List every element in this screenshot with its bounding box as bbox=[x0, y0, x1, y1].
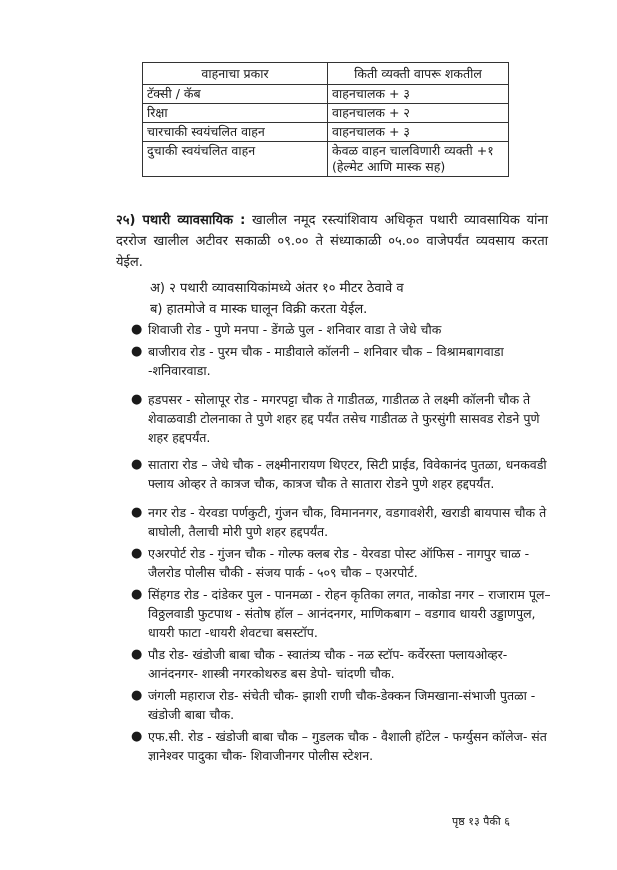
list-item bbox=[128, 544, 554, 582]
table-row bbox=[143, 85, 509, 104]
list-item bbox=[128, 585, 554, 642]
list-item-text: बाजीराव रोड - पुरम चौक - माडीवाले कॉलनी – शनिवार चौक – विश्रामबागवाडा -शनिवारवाडा. bbox=[148, 344, 504, 378]
list-item bbox=[128, 645, 554, 683]
list-item bbox=[128, 686, 554, 724]
bullet-icon: ● bbox=[131, 457, 143, 472]
list-item-text: शिवाजी रोड - पुणे मनपा - डेंगळे पुल - शनिवार वाडा ते जेधे चौक bbox=[148, 322, 442, 337]
list-item bbox=[128, 503, 554, 541]
bullet-icon: ● bbox=[131, 729, 143, 744]
bullet-icon: ● bbox=[131, 344, 143, 359]
list-item-text: पौड रोड- खंडोजी बाबा चौक - स्वातंत्र्य चौक - नळ स्टॉप- कर्वेरस्ता फ्लायओव्हर- आनंदनगर- शास्त्री नगरकोथरुड बस डेपो- चांदणी चौक. bbox=[148, 647, 508, 681]
bullet-icon: ● bbox=[131, 546, 143, 561]
table-cell: चारचाकी स्वयंचलित वाहन bbox=[143, 123, 328, 142]
section-25-text: खालील नमूद रस्त्यांशिवाय अधिकृत पथारी व्यावसायिक यांना दररोज खालील अटीवर सकाळी ०९.०० ते संध्याकाळी ०५.०० वाजेपर्यंत व्यवसाय करता येईल. bbox=[116, 213, 548, 270]
section-25-paragraph bbox=[116, 210, 548, 273]
column-header-vehicle-type: वाहनाचा प्रकार bbox=[143, 63, 328, 85]
list-item bbox=[128, 390, 554, 447]
list-item bbox=[128, 727, 554, 765]
section-25-heading: २५) पथारी व्यावसायिक : bbox=[116, 213, 246, 228]
list-item-text: जंगली महाराज रोड- संचेती चौक- झाशी राणी चौक-डेक्कन जिमखाना-संभाजी पुतळा - खंडोजी बाबा चौक. bbox=[148, 688, 536, 722]
list-item-text: एअरपोर्ट रोड - गुंजन चौक - गोल्फ क्लब रोड - येरवडा पोस्ट ऑफिस - नागपुर चाळ - जैलरोड पोलीस चौकी - संजय पार्क - ५०९ चौक – एअरपोर्ट. bbox=[148, 546, 530, 580]
condition-a: अ) २ पथारी व्यावसायिकांमध्ये अंतर १० मीटर ठेवावे व bbox=[150, 281, 404, 296]
table-cell: दुचाकी स्वयंचलित वाहन bbox=[143, 142, 328, 177]
table-cell: रिक्षा bbox=[143, 104, 328, 123]
bullet-icon: ● bbox=[131, 647, 143, 662]
list-item bbox=[128, 342, 554, 380]
condition-b: ब) हातमोजे व मास्क घालून विक्री करता येईल. bbox=[150, 302, 368, 317]
bullet-icon: ● bbox=[131, 322, 143, 337]
table-cell: वाहनचालक + २ bbox=[328, 104, 509, 123]
bullet-icon: ● bbox=[131, 505, 143, 520]
column-header-persons-allowed: किती व्यक्ती वापरू शकतील bbox=[328, 63, 509, 85]
bullet-icon: ● bbox=[131, 688, 143, 703]
table-row bbox=[143, 142, 509, 177]
vehicle-passenger-table bbox=[142, 62, 509, 177]
page-number: पृष्ठ १३ पैकी ६ bbox=[452, 815, 510, 828]
list-item-text: सिंहगड रोड - दांडेकर पुल - पानमळा - रोहन कृतिका लगत, नाकोडा नगर – राजाराम पूल– विठ्ठलवाडी फुटपाथ - संतोष हॉल – आनंदनगर, माणिकबाग – वडगाव धायरी उड्डाणपुल, धायरी फाटा -धायरी शेवटचा बसस्टॉप. bbox=[148, 587, 551, 640]
table-row bbox=[143, 104, 509, 123]
list-item-text: हडपसर - सोलापूर रोड - मगरपट्टा चौक ते गाडीतळ, गाडीतळ ते लक्ष्मी कॉलनी चौक ते शेवाळवाडी टोलनाका ते पुणे शहर हद्द पर्यंत तसेच गाडीतळ ते फुरसुंगी सासवड रोडने पुणे शहर हद्दपर्यंत. bbox=[148, 392, 540, 445]
road-list bbox=[128, 320, 554, 765]
list-item bbox=[128, 455, 554, 493]
table-cell: वाहनचालक + ३ bbox=[328, 85, 509, 104]
table-row bbox=[143, 123, 509, 142]
table-cell: वाहनचालक + ३ bbox=[328, 123, 509, 142]
list-item bbox=[128, 320, 554, 339]
table-cell: केवळ वाहन चालविणारी व्यक्ती +१ (हेल्मेट आणि मास्क सह) bbox=[328, 142, 509, 177]
list-item-text: नगर रोड - येरवडा पर्णकुटी, गुंजन चौक, विमाननगर, वडगावशेरी, खराडी बायपास चौक ते बाघोली, तैलाची मोरी पुणे शहर हद्दपर्यंत. bbox=[148, 505, 547, 539]
list-item-text: सातारा रोड – जेधे चौक - लक्ष्मीनारायण थिएटर, सिटी प्राईड, विवेकानंद पुतळा, धनकवडी फ्लाय ओव्हर ते कात्रज चौक, कात्रज चौक ते सातारा रोडने पुणे शहर हद्दपर्यंत. bbox=[148, 457, 547, 491]
bullet-icon: ● bbox=[131, 392, 143, 407]
table-header-row bbox=[143, 63, 509, 85]
list-item-text: एफ.सी. रोड - खंडोजी बाबा चौक – गुडलक चौक - वैशाली हॉटेल - फर्ग्युसन कॉलेज- संत ज्ञानेश्वर पादुका चौक- शिवाजीनगर पोलीस स्टेशन. bbox=[148, 729, 547, 763]
bullet-icon: ● bbox=[131, 587, 143, 602]
table-cell: टॅक्सी / कॅब bbox=[143, 85, 328, 104]
